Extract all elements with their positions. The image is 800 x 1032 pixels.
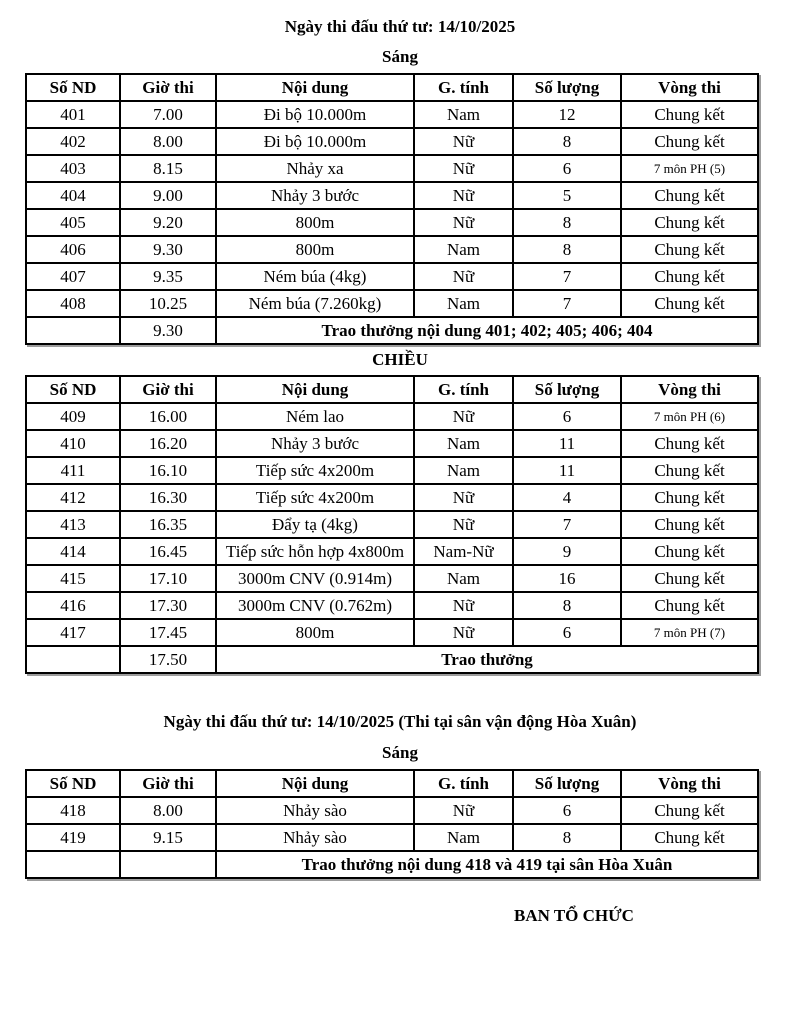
- table-cell: Đẩy tạ (4kg): [216, 511, 414, 538]
- table-cell: Nhảy sào: [216, 824, 414, 851]
- table-header-row: [26, 74, 758, 101]
- table-cell: 405: [26, 209, 120, 236]
- table-cell: Đi bộ 10.000m: [216, 101, 414, 128]
- day2-morning-schedule-table: [25, 769, 759, 879]
- schedule-row: [26, 101, 758, 128]
- table-cell: 16.10: [120, 457, 216, 484]
- table-cell: Nữ: [414, 209, 513, 236]
- table-cell: 8: [513, 236, 621, 263]
- table-cell: Chung kết: [621, 824, 758, 851]
- table-cell: 7 môn PH (6): [621, 403, 758, 430]
- table-cell: 408: [26, 290, 120, 317]
- table-cell: 402: [26, 128, 120, 155]
- column-header: G. tính: [414, 770, 513, 797]
- schedule-row: [26, 619, 758, 646]
- schedule-row: [26, 484, 758, 511]
- schedule-row: [26, 403, 758, 430]
- schedule-row: [26, 430, 758, 457]
- table-cell: Nhảy sào: [216, 797, 414, 824]
- table-cell: Nữ: [414, 619, 513, 646]
- table-cell: 6: [513, 797, 621, 824]
- schedule-row: [26, 511, 758, 538]
- table-cell: 414: [26, 538, 120, 565]
- table-cell: [26, 317, 120, 344]
- table-cell: 8: [513, 128, 621, 155]
- table-cell: 6: [513, 155, 621, 182]
- column-header: G. tính: [414, 376, 513, 403]
- table-cell: Ném búa (7.260kg): [216, 290, 414, 317]
- table-cell: 800m: [216, 209, 414, 236]
- table-cell: Chung kết: [621, 128, 758, 155]
- award-cell: Trao thưởng nội dung 418 và 419 tại sân Hòa Xuân: [216, 851, 758, 878]
- day1-afternoon-session-label: CHIỀU: [372, 350, 428, 369]
- table-cell: 16.35: [120, 511, 216, 538]
- table-cell: Nữ: [414, 511, 513, 538]
- day1-title: Ngày thi đấu thứ tư: 14/10/2025: [284, 17, 516, 36]
- table-cell: 403: [26, 155, 120, 182]
- award-row: [26, 646, 758, 673]
- schedule-row: [26, 797, 758, 824]
- table-cell: 404: [26, 182, 120, 209]
- schedule-row: [26, 457, 758, 484]
- schedule-row: [26, 263, 758, 290]
- column-header: Nội dung: [216, 74, 414, 101]
- award-cell: Trao thưởng: [216, 646, 758, 673]
- table-cell: Chung kết: [621, 484, 758, 511]
- table-cell: 7.00: [120, 101, 216, 128]
- table-cell: 8.00: [120, 128, 216, 155]
- table-cell: 16.20: [120, 430, 216, 457]
- table-cell: 8: [513, 592, 621, 619]
- table-cell: Nam: [414, 824, 513, 851]
- table-cell: Nam: [414, 430, 513, 457]
- table-cell: Nhảy 3 bước: [216, 430, 414, 457]
- table-cell: 16: [513, 565, 621, 592]
- table-cell: Nam-Nữ: [414, 538, 513, 565]
- schedule-row: [26, 290, 758, 317]
- table-cell: 9.35: [120, 263, 216, 290]
- table-header-row: [26, 770, 758, 797]
- table-cell: 8: [513, 824, 621, 851]
- table-cell: 8: [513, 209, 621, 236]
- column-header: Nội dung: [216, 770, 414, 797]
- table-cell: 17.30: [120, 592, 216, 619]
- table-cell: Nữ: [414, 263, 513, 290]
- table-cell: 7 môn PH (7): [621, 619, 758, 646]
- column-header: Vòng thi: [621, 376, 758, 403]
- table-cell: 419: [26, 824, 120, 851]
- organizer-signature: BAN TỔ CHỨC: [514, 906, 634, 925]
- table-cell: 3000m CNV (0.762m): [216, 592, 414, 619]
- table-cell: Chung kết: [621, 236, 758, 263]
- table-cell: 7: [513, 511, 621, 538]
- schedule-row: [26, 565, 758, 592]
- schedule-row: [26, 538, 758, 565]
- table-cell: Nam: [414, 101, 513, 128]
- table-cell: Chung kết: [621, 263, 758, 290]
- table-cell: Nam: [414, 290, 513, 317]
- day1-morning-schedule-table: [25, 73, 759, 345]
- table-cell: 411: [26, 457, 120, 484]
- table-cell: Nam: [414, 565, 513, 592]
- table-cell: 4: [513, 484, 621, 511]
- table-cell: 12: [513, 101, 621, 128]
- table-cell: [26, 851, 120, 878]
- column-header: Giờ thi: [120, 376, 216, 403]
- schedule-row: [26, 824, 758, 851]
- table-cell: Chung kết: [621, 565, 758, 592]
- table-cell: Nhảy xa: [216, 155, 414, 182]
- column-header: Vòng thi: [621, 74, 758, 101]
- column-header: Số lượng: [513, 74, 621, 101]
- table-cell: 407: [26, 263, 120, 290]
- table-cell: Nữ: [414, 592, 513, 619]
- day1-morning-session-label: Sáng: [382, 47, 418, 66]
- table-cell: [120, 851, 216, 878]
- award-row: [26, 851, 758, 878]
- table-cell: Đi bộ 10.000m: [216, 128, 414, 155]
- day1-afternoon-schedule-table: [25, 375, 759, 674]
- table-cell: 17.45: [120, 619, 216, 646]
- column-header: Số ND: [26, 74, 120, 101]
- column-header: Giờ thi: [120, 770, 216, 797]
- table-cell: 409: [26, 403, 120, 430]
- table-cell: Tiếp sức 4x200m: [216, 457, 414, 484]
- table-cell: Chung kết: [621, 457, 758, 484]
- schedule-row: [26, 128, 758, 155]
- table-cell: Nam: [414, 236, 513, 263]
- table-cell: 3000m CNV (0.914m): [216, 565, 414, 592]
- table-cell: Chung kết: [621, 101, 758, 128]
- schedule-row: [26, 209, 758, 236]
- table-cell: Chung kết: [621, 430, 758, 457]
- schedule-row: [26, 236, 758, 263]
- table-cell: Nữ: [414, 797, 513, 824]
- column-header: Số ND: [26, 770, 120, 797]
- table-cell: 406: [26, 236, 120, 263]
- schedule-row: [26, 592, 758, 619]
- table-cell: 7 môn PH (5): [621, 155, 758, 182]
- table-cell: 401: [26, 101, 120, 128]
- table-cell: 16.30: [120, 484, 216, 511]
- table-cell: Nữ: [414, 182, 513, 209]
- table-cell: 410: [26, 430, 120, 457]
- day2-title: Ngày thi đấu thứ tư: 14/10/2025 (Thi tại sân vận động Hòa Xuân): [163, 712, 637, 731]
- table-cell: 11: [513, 430, 621, 457]
- table-cell: 16.00: [120, 403, 216, 430]
- table-cell: Nhảy 3 bước: [216, 182, 414, 209]
- table-cell: Ném búa (4kg): [216, 263, 414, 290]
- table-cell: Chung kết: [621, 290, 758, 317]
- table-cell: Chung kết: [621, 209, 758, 236]
- award-cell: Trao thưởng nội dung 401; 402; 405; 406; 404: [216, 317, 758, 344]
- table-cell: Chung kết: [621, 797, 758, 824]
- award-row: [26, 317, 758, 344]
- table-cell: 9.15: [120, 824, 216, 851]
- schedule-row: [26, 155, 758, 182]
- column-header: Giờ thi: [120, 74, 216, 101]
- table-cell: 17.50: [120, 646, 216, 673]
- table-cell: 7: [513, 263, 621, 290]
- table-header-row: [26, 376, 758, 403]
- table-cell: Nam: [414, 457, 513, 484]
- table-cell: 9.00: [120, 182, 216, 209]
- column-header: Số lượng: [513, 770, 621, 797]
- column-header: Số ND: [26, 376, 120, 403]
- column-header: Vòng thi: [621, 770, 758, 797]
- table-cell: Chung kết: [621, 592, 758, 619]
- table-cell: Chung kết: [621, 511, 758, 538]
- column-header: Số lượng: [513, 376, 621, 403]
- table-cell: 16.45: [120, 538, 216, 565]
- column-header: Nội dung: [216, 376, 414, 403]
- table-cell: 9.30: [120, 317, 216, 344]
- table-cell: 800m: [216, 619, 414, 646]
- table-cell: 415: [26, 565, 120, 592]
- table-cell: 9.20: [120, 209, 216, 236]
- table-cell: Ném lao: [216, 403, 414, 430]
- table-cell: 412: [26, 484, 120, 511]
- table-cell: Nữ: [414, 128, 513, 155]
- table-cell: Chung kết: [621, 182, 758, 209]
- table-cell: 417: [26, 619, 120, 646]
- table-cell: 17.10: [120, 565, 216, 592]
- table-cell: 416: [26, 592, 120, 619]
- table-cell: 5: [513, 182, 621, 209]
- table-cell: Tiếp sức 4x200m: [216, 484, 414, 511]
- table-cell: Nữ: [414, 155, 513, 182]
- table-cell: Tiếp sức hỗn hợp 4x800m: [216, 538, 414, 565]
- table-cell: 9.30: [120, 236, 216, 263]
- table-cell: 7: [513, 290, 621, 317]
- schedule-row: [26, 182, 758, 209]
- day2-morning-session-label: Sáng: [382, 743, 418, 762]
- table-cell: 8.00: [120, 797, 216, 824]
- table-cell: Nữ: [414, 403, 513, 430]
- table-cell: 8.15: [120, 155, 216, 182]
- table-cell: 418: [26, 797, 120, 824]
- table-cell: 6: [513, 619, 621, 646]
- table-cell: 6: [513, 403, 621, 430]
- column-header: G. tính: [414, 74, 513, 101]
- table-cell: 9: [513, 538, 621, 565]
- table-cell: Nữ: [414, 484, 513, 511]
- table-cell: 11: [513, 457, 621, 484]
- table-cell: 413: [26, 511, 120, 538]
- table-cell: 800m: [216, 236, 414, 263]
- table-cell: [26, 646, 120, 673]
- table-cell: Chung kết: [621, 538, 758, 565]
- table-cell: 10.25: [120, 290, 216, 317]
